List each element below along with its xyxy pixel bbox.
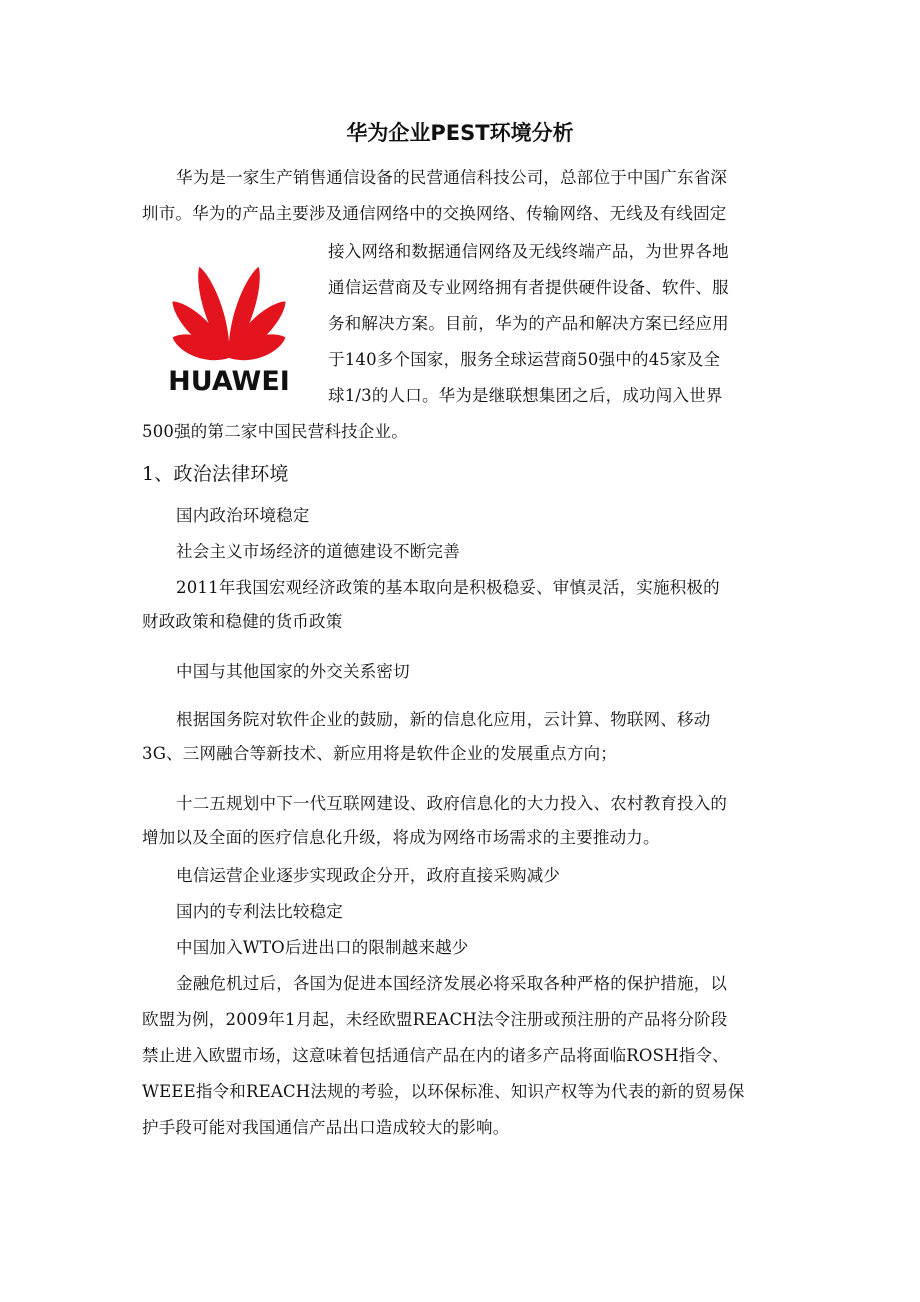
- section-heading-political-legal: 1、政治法律环境: [142, 463, 289, 485]
- section1-line-5: 中国与其他国家的外交关系密切: [176, 662, 410, 681]
- intro-line-2: 圳市。华为的产品主要涉及通信网络中的交换网络、传输网络、无线及有线固定: [142, 204, 727, 223]
- section1-line-10: 电信运营企业逐步实现政企分开，政府直接采购减少: [176, 866, 561, 885]
- section1-line-3: 2011年我国宏观经济政策的基本取向是积极稳妥、审慎灵活，实施积极的: [176, 578, 720, 597]
- intro-line-7: 球1/3的人口。华为是继联想集团之后，成功闯入世界: [328, 386, 723, 405]
- intro-line-1: 华为是一家生产销售通信设备的民营通信科技公司，总部位于中国广东省深: [176, 168, 728, 187]
- section1-line-4: 财政政策和稳健的货币政策: [142, 612, 343, 631]
- intro-line-5: 务和解决方案。目前，华为的产品和解决方案已经应用: [328, 314, 729, 333]
- intro-line-6: 于140多个国家，服务全球运营商50强中的45家及全: [328, 350, 721, 369]
- section1-line-7: 3G、三网融合等新技术、新应用将是软件企业的发展重点方向；: [142, 744, 617, 763]
- section1-line-9: 增加以及全面的医疗信息化升级，将成为网络市场需求的主要推动力。: [142, 828, 660, 847]
- section1-line-11: 国内的专利法比较稳定: [176, 902, 343, 921]
- intro-line-4: 通信运营商及专业网络拥有者提供硬件设备、软件、服: [328, 278, 729, 297]
- section1-line-1: 国内政治环境稳定: [176, 506, 310, 525]
- section1-line-2: 社会主义市场经济的道德建设不断完善: [176, 542, 460, 561]
- section1-line-17: 护手段可能对我国通信产品出口造成较大的影响。: [142, 1118, 510, 1137]
- section1-line-15: 禁止进入欧盟市场，这意味着包括通信产品在内的诸多产品将面临ROSH指令、: [142, 1046, 729, 1065]
- huawei-petals-icon: [158, 254, 300, 366]
- section1-line-13: 金融危机过后，各国为促进本国经济发展必将采取各种严格的保护措施，以: [176, 974, 728, 993]
- huawei-logo: [158, 254, 300, 398]
- intro-line-3: 接入网络和数据通信网络及无线终端产品，为世界各地: [328, 242, 729, 261]
- intro-line-8: 500强的第二家中国民营科技企业。: [142, 422, 408, 441]
- section1-line-14: 欧盟为例，2009年1月起，未经欧盟REACH法令注册或预注册的产品将分阶段: [142, 1010, 728, 1029]
- section1-line-12: 中国加入WTO后进出口的限制越来越少: [176, 938, 469, 957]
- huawei-logo-wordmark: HUAWEI: [168, 366, 290, 397]
- section1-line-16: WEEE指令和REACH法规的考验，以环保标准、知识产权等为代表的新的贸易保: [142, 1082, 745, 1101]
- section1-line-8: 十二五规划中下一代互联网建设、政府信息化的大力投入、农村教育投入的: [176, 794, 728, 813]
- document-title: 华为企业PEST环境分析: [346, 121, 574, 145]
- section1-line-6: 根据国务院对软件企业的鼓励，新的信息化应用，云计算、物联网、移动: [176, 710, 711, 729]
